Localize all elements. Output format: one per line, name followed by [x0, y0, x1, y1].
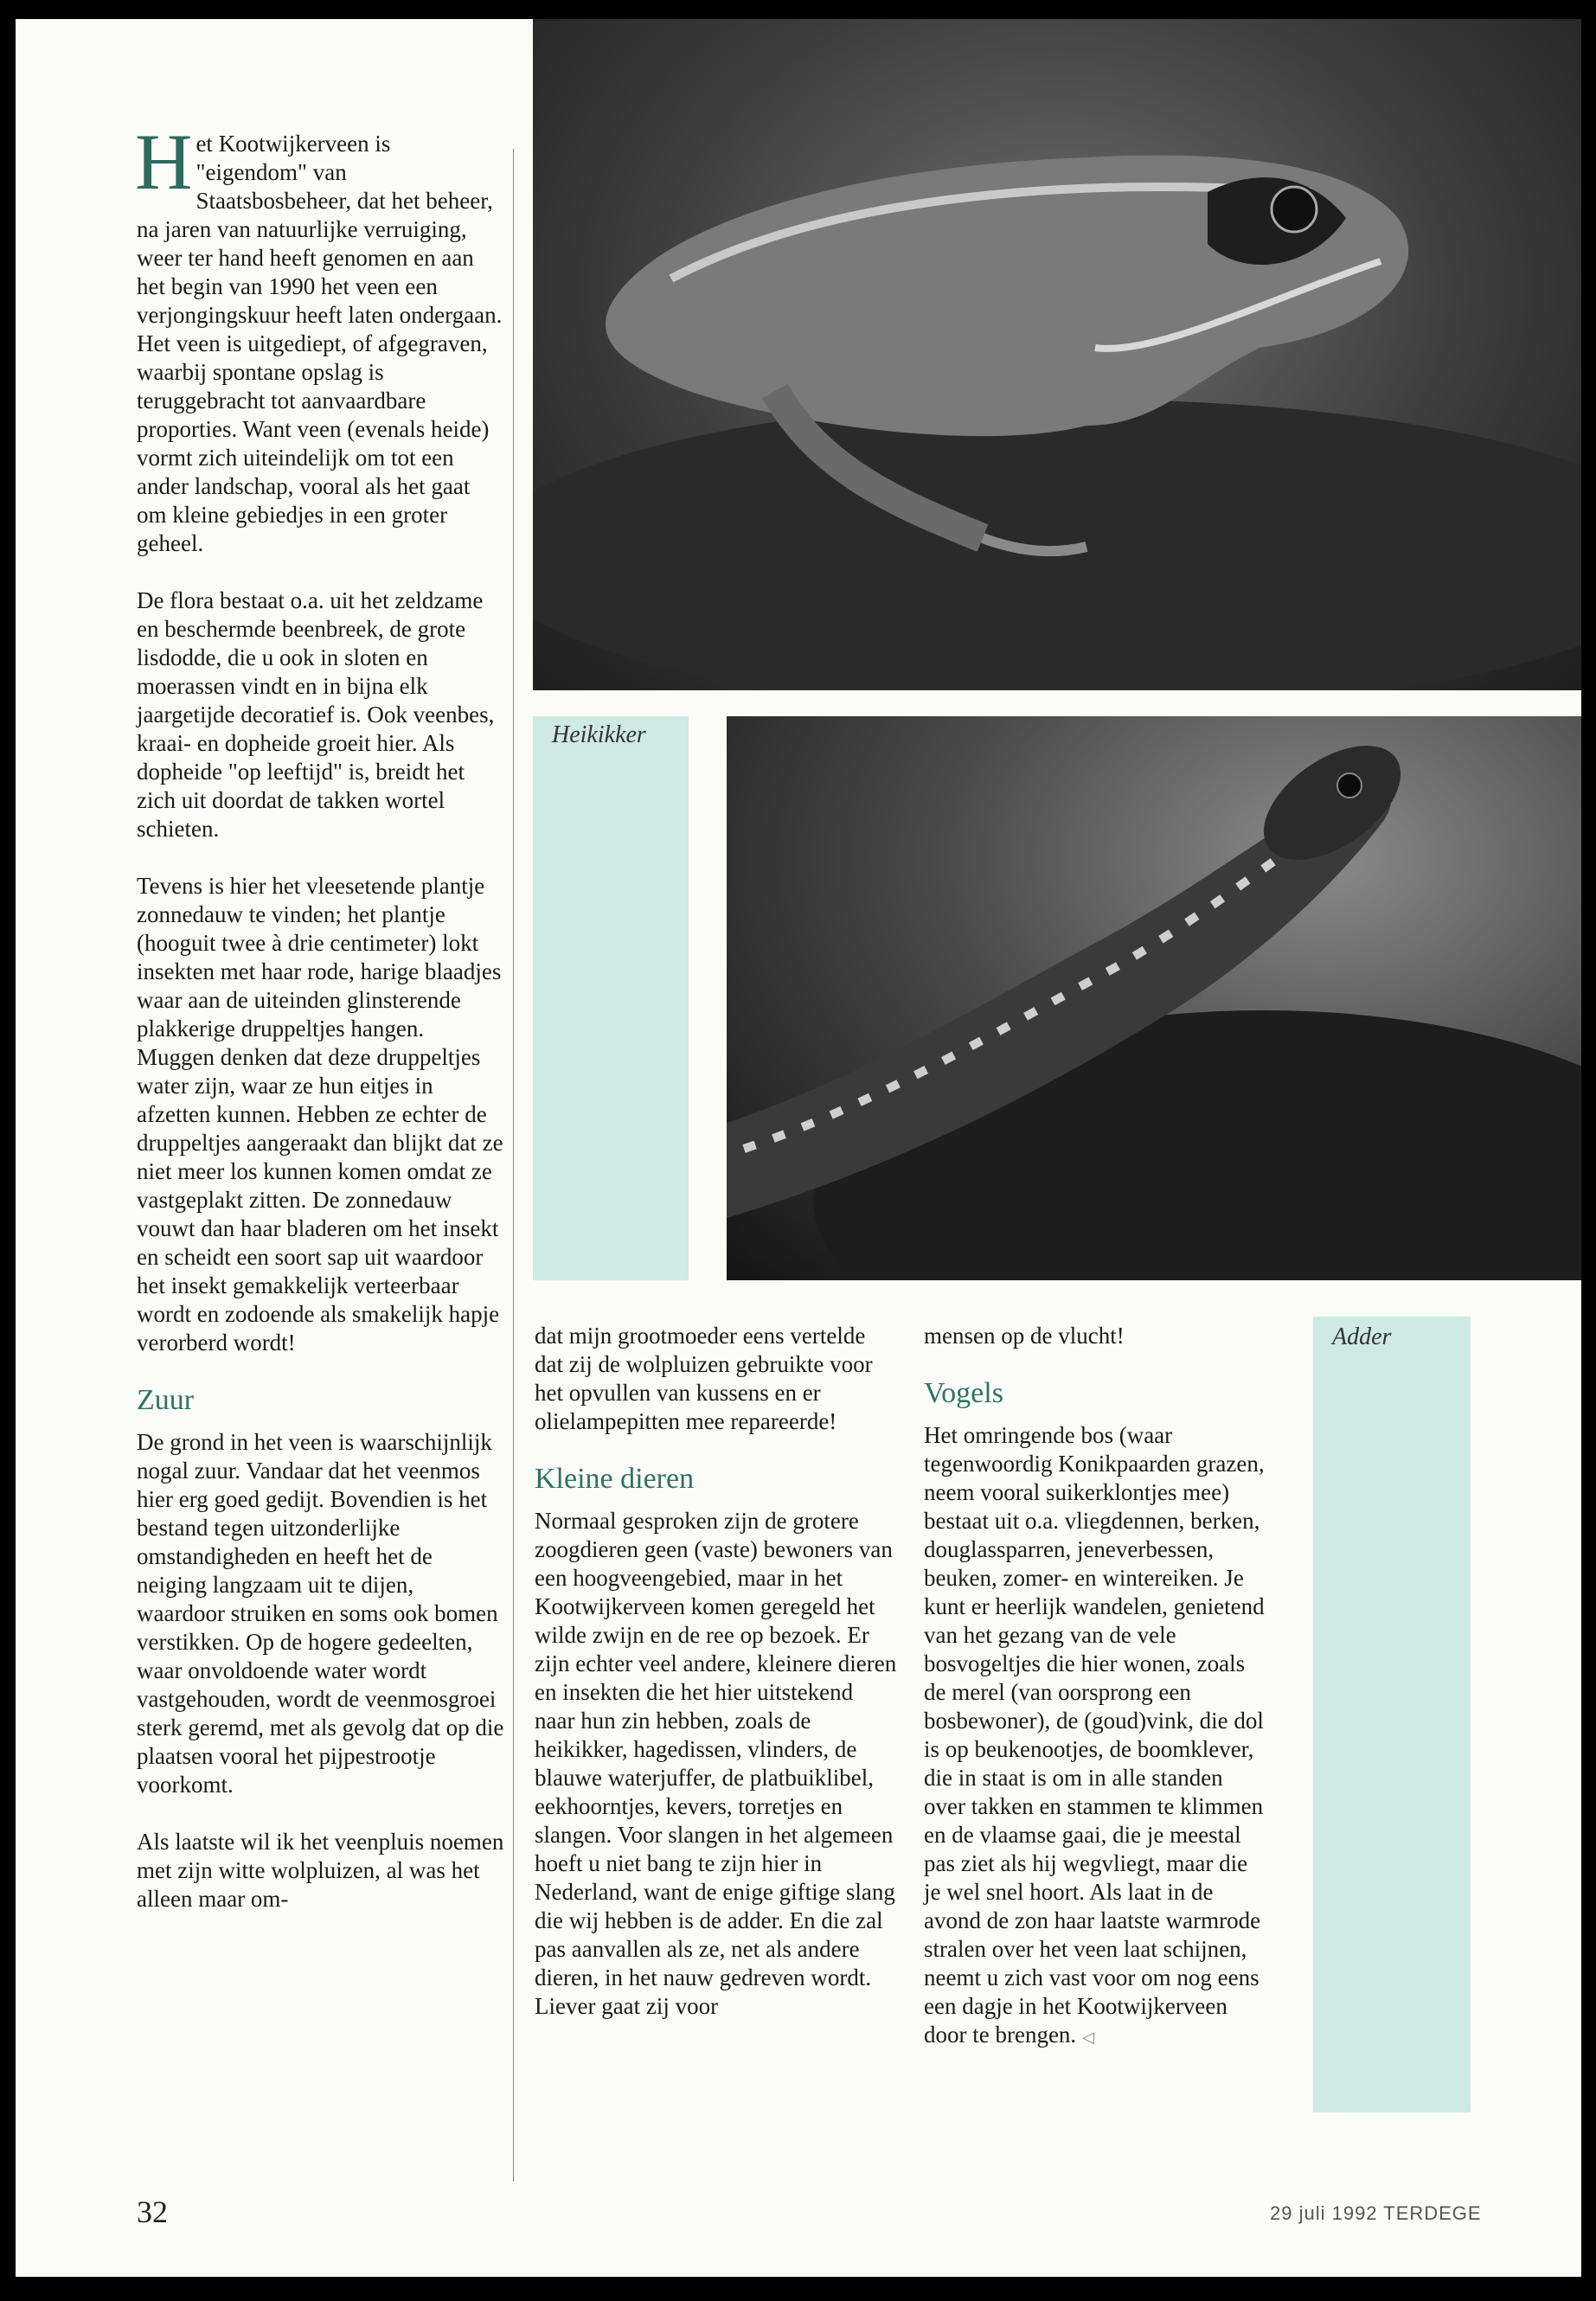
- paragraph-kleine-dieren: Normaal gesproken zijn de grotere zoogdieren geen (vaste) bewoners van een hoogveengebied, maar in het Kootwijkerveen komen geregeld het wilde zwijn en de ree op bezoek. Er zijn echter veel andere, kleinere dieren en insekten die het hier uitstekend naar hun zin hebben, zoals de heikikker, hagedissen, vlinders, de blauwe waterjuffer, de platbuiklibel, eekhoorntjes, kevers, torretjes en slangen. Voor slangen in het algemeen hoeft u niet bang te zijn hier in Nederland, want de enige giftige slang die wij hebben is de adder. En die zal pas aanvallen als ze, net als andere dieren, in het nauw gedreven wordt. Liever gaat zij voor: [535, 1508, 897, 2019]
- text-column-1: [135, 118, 504, 1942]
- vogels-text: Het omringende bos (waar tegenwoordig Konikpaarden grazen, neem vooral suikerklontjes mee) bestaat uit o.a. vliegdennen, berken, douglassparren, jeneverbessen, beuken, zomer- en wintereiken. Je kunt er heerlijk wandelen, genietend van het gezang van de vele bosvogeltjes die hier wonen, zoals de merel (van oorsprong een bosbewoner), de (goud)vink, die dol is op beukenootjes, de boomklever, die in staat is om in alle standen over takken en stammen te klimmen en de vlaamse gaai, die je meestal pas ziet als hij wegvliegt, maar die je wel snel hoort. Als laat in de avond de zon haar laatste warmrode stralen over het veen laat schijnen, neemt u zich vast voor om nog eens een dagje in het Kootwijkerveen door te brengen.: [924, 1422, 1265, 2048]
- caption-heikikker: Heikikker: [552, 721, 646, 748]
- paragraph-veenpluis: Als laatste wil ik het veenpluis noemen met zijn witte wolpluizen, al was het alleen maar om-: [137, 1829, 504, 1912]
- issue-date: 29 juli 1992 TERDEGE: [1270, 2202, 1482, 2224]
- heading-zuur: Zuur: [137, 1384, 195, 1416]
- heading-vogels: Vogels: [924, 1377, 1003, 1409]
- column-divider: [513, 149, 514, 2182]
- caption-panel-adder: [1313, 1317, 1471, 2112]
- end-mark-icon: ◁: [1081, 2029, 1094, 2046]
- paragraph-vlucht: mensen op de vlucht!: [924, 1323, 1125, 1349]
- paragraph-grootmoeder: dat mijn grootmoeder eens vertelde dat zij de wolpluizen gebruikte voor het opvullen van kussens en er olielampepitten mee repareerde!: [535, 1323, 873, 1434]
- intro-text: et Kootwijkerveen is "eigendom" van Staatsbosbeheer, dat het beheer, na jaren van natuurlijke verruiging, weer ter hand heeft genomen en aan het begin van 1990 het veen een verjongingskuur heeft laten ondergaan. Het veen is uitgediept, of afgegraven, waarbij spontane opslag is teruggebracht tot aanvaardbare proporties. Want veen (evenals heide) vormt zich uiteindelijk om tot een ander landschap, vooral als het gaat om kleine gebiedjes in een groter geheel.: [137, 131, 503, 556]
- paragraph-zonnedauw: Tevens is hier het vleesetende plantje zonnedauw te vinden; het plantje (hooguit twee à drie centimeter) lokt insekten met haar rode, harige blaadjes waar aan de uiteinden glinsterende plakkerige druppeltjes hangen. Muggen denken dat deze druppeltjes water zijn, waar ze hun eitjes in afzetten kunnen. Hebben ze echter de druppeltjes aangeraakt dan blijkt dat ze niet meer los kunnen komen omdat ze vastgeplakt zitten. De zonnedauw vouwt dan haar bladeren om het insekt en scheidt een soort sap uit waardoor het insekt gemakkelijk verteerbaar wordt en zodoende als smakelijk hapje verorberd wordt!: [137, 873, 503, 1356]
- drop-cap: H: [135, 118, 193, 206]
- page-number: 32: [137, 2195, 168, 2229]
- paragraph-zuur: De grond in het veen is waarschijnlijk nogal zuur. Vandaar dat het veenmos hier erg goed gedijt. Bovendien is het bestand tegen uitzonderlijke omstandigheden en heeft het de neiging langzaam uit te dijen, waardoor struiken en soms ook bomen verstikken. Op de hogere gedeelten, waar onvoldoende water wordt vastgehouden, wordt de veenmosgroei sterk geremd, met als gevolg dat op die plaatsen vooral het pijpestrootje voorkomt.: [137, 1429, 504, 1798]
- photo-heikikker: [533, 19, 1581, 690]
- photo-adder: [727, 716, 1581, 1280]
- heading-kleine-dieren: Kleine dieren: [535, 1463, 695, 1495]
- caption-panel-heikikker: [533, 716, 689, 1280]
- paper-sheet: [16, 19, 1581, 2277]
- caption-adder: Adder: [1332, 1324, 1392, 1350]
- text-column-3: [924, 1322, 1270, 2080]
- frog-illustration: [533, 19, 1581, 690]
- paragraph-flora: De flora bestaat o.a. uit het zeldzame en beschermde beenbreek, de grote lisdodde, die u ook in sloten en moerassen vindt en in bijna elk jaargetijde decoratief is. Ook veenbes, kraai- en dopheide groeit hier. Als dopheide "op leeftijd" is, breidt het zich uit doordat de takken wortel schieten.: [137, 587, 495, 842]
- paragraph-vogels: [924, 1421, 1270, 2052]
- adder-illustration: [727, 716, 1581, 1280]
- text-column-2: [535, 1322, 898, 2049]
- paragraph-intro: [135, 118, 504, 558]
